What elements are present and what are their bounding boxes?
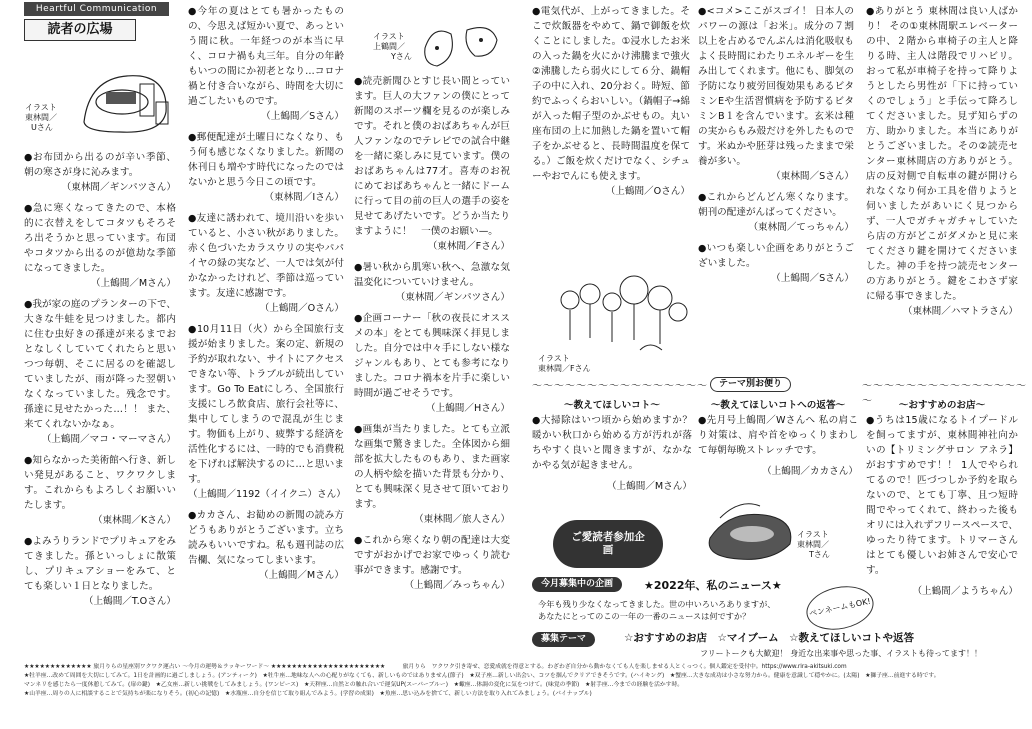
letter-signature: （東林間／Kさん） xyxy=(92,515,176,526)
column-2 xyxy=(188,4,344,589)
letter-text: ●友達に誘われて、境川沿いを歩いていると、小さい秋がありました。赤く色づいたカラスウリの実やパパイヤの緑の実など、一人では気が付かなかったけれど、季節は巡っています。友達に感謝です。 （上鶴間／Oさん） xyxy=(188,213,344,314)
letter-signature: （東林間／Iさん） xyxy=(264,192,344,203)
letter-signature: （東林間／ギンパツさん） xyxy=(395,292,510,303)
wave-divider-1: ～～～～～～～～～～～～～～～～ xyxy=(532,381,708,392)
letter-text: ●急に寒くなってきたので、本格的に衣替えをしてコタツもそろそろ出そうかと思っています。布団やコタツから出るのが億劫な季節になってきました。 （上鶴間／Mさん） xyxy=(24,203,176,289)
column-4 xyxy=(532,4,690,205)
q1-title: ～教えてほしいコト～ xyxy=(564,400,660,411)
footer-line-1: ★★★★★★★★★★★★★ 旅月りらの星座別ワクワク運占い ～今月の運勢＆ラッキーワード～ ★★★★★★★★★★★★★★★★★★★★★★ 旅月りら ワクワク引き寄せ、恋愛成就を得意とする。わざわざ自分から動かなくても人を楽しませる人とくっつく。個人鑑定を受付中。https://www.rira-akitsuki.com xyxy=(24,664,847,670)
penname-ok-bubble: ペンネームもOK! xyxy=(802,580,877,635)
letter-signature: （上鶴間／Hさん） xyxy=(426,403,510,414)
column-6 xyxy=(866,4,1018,325)
q1-section xyxy=(532,398,692,494)
column-5 xyxy=(698,4,854,292)
illus-caption-7: イラスト 東林間／ Tさん xyxy=(797,530,830,559)
free-talk-note: フリートークも大歓迎！ 身近な出来事や思った事、イラストも待ってます！！ xyxy=(700,649,982,658)
q3-section xyxy=(866,398,1018,599)
letter-text: ●画集が当たりました。とても立派な画集で驚きました。全体図から細部を拡大したものもあり、また画家の人柄や絵を描いた背景も分かり、とても興味深く見させて頂いております。 （東林間／旅人さん） xyxy=(354,424,510,525)
letter-text: ●読売新聞ひとすじ長い間とっています。巨人の大ファンの僕にとって新聞のスポーツ欄を見るのが楽しみです。それと僕のおばあちゃんが巨人ファンなのでテレビでの試合中継を一緒に楽しみに見ています。僕のおばあちゃんは77才。喜寿のお祝にめておばあちゃんと一緒にドームに行って目の前の巨人の選手の姿を見せてあげたいです。どうか当たりますように！ 一僕のお願い—。 （東林間／Fさん） xyxy=(354,76,510,252)
header-top-label: Heartful Communication xyxy=(24,2,169,16)
q2-body: ●先月号上鶴間／Wさんへ 私の肩こり対策は、肩や首をゆっくりまわして毎朝毎晩ストレッチです。 xyxy=(698,415,858,456)
plan-description: 今年も残り少なくなってきました。世の中いろいろありますが、 あなたにとってのこの一年の一番のニュースは何ですか？ xyxy=(538,599,776,621)
letter-signature: （上鶴間／Oさん） xyxy=(605,186,690,197)
letter-text: ●郵便配達が土曜日になくなり、もう何も感じなくなりました。新聞の休刊日も増やす時代になったのではないかと思う今日この頃です。 （東林間／Iさん） xyxy=(188,132,344,203)
footer-line-4: ★山羊座…周りの人に相談することで気持ちが楽になりそう。(初心の記憶) ★水瓶座…自分を信じて取り組んでみよう。(学習の成果) ★魚座…思い込みを捨てて、新しい方法を取り入れてみましょう。(パイナップル) xyxy=(24,691,592,697)
theme-list: ☆おすすめのお店 ☆マイブーム ☆教えてほしいコトや返答 xyxy=(624,632,915,644)
illus-caption-3: イラスト 上鶴間／ Yさん xyxy=(373,32,412,61)
horoscope-footer xyxy=(24,663,1014,699)
letter-signature: （東林間／ギンパツさん） xyxy=(61,182,176,193)
letter-signature: （東林間／Sさん） xyxy=(771,171,854,182)
sweet-potato-illustration xyxy=(700,488,800,568)
letter-signature: （上鶴間／Mさん） xyxy=(258,570,344,581)
letter-text: ●我が家の庭のプランターの下で、大きな牛蛙を見つけました。都内に住む虫好きの孫達が来るまでおとなしくしていてくれたらと思いつつ毎朝、そこに居るのを確認していましたが、雨が降った翌朝いなくなっていました。残念です。孫達に見せたかった…！！ また、来てくれないかなぁ。 （上鶴間／マコ・マーマさん） xyxy=(24,299,176,445)
q3-signature: （上鶴間／ようちゃん） xyxy=(912,586,1018,597)
letter-signature: （上鶴間／Oさん） xyxy=(259,303,344,314)
letter-text: ●企画コーナー「秋の夜長にオススメの本」をとても興味深く拝見しました。自分では中々手にしない様なジャンルもあり、とても参考になりました。コロナ禍本を片手に楽しい時間が過ごせそうです。 （上鶴間／Hさん） xyxy=(354,313,510,414)
theme-badge: テーマ別お便り xyxy=(710,377,791,392)
letter-text: ●今年の夏はとても暑かったものの、今思えば短かい夏で、あっという間に秋。一年経つのが本当に早く、コロナ禍も丸三年。自分の年齢もいつの間にか初老となり…コロナ禍と付き合いながら、時間を大切に過ごしたいものです。 （上鶴間／Sさん） xyxy=(188,6,344,122)
toast-illustration xyxy=(80,62,172,137)
letter-signature: （上鶴間／マコ・マーマさん） xyxy=(41,434,176,445)
q1-signature: （上鶴間／Mさん） xyxy=(606,481,692,492)
cups-illustration xyxy=(415,18,505,73)
letter-text: ●<コメ>ここがスゴイ！ 日本人のパワーの源は「お米」。成分の７割以上を占めるでんぷんは消化吸収もよく長時間にわたりエネルギーを生み出してくれます。他にも、脚気の予防になり疲労回復効果もあるビタミンEや生活習慣病を予防するビタミンB１を含んでいます。玄米は種の実からもみ殻だけを外したものです。米ぬかや胚芽は残ったままで栄養が多い。 （東林間／Sさん） xyxy=(698,6,854,182)
letter-signature: （上鶴間／Sさん） xyxy=(771,273,854,284)
column-3 xyxy=(354,74,510,599)
letter-signature: （東林間／てっちゃん） xyxy=(748,222,854,233)
letter-signature: （東林間／ハマトラさん） xyxy=(902,306,1018,317)
letter-text: ●これからどんどん寒くなります。朝刊の配達がんばってください。 （東林間／てっちゃん） xyxy=(698,192,854,233)
q2-section xyxy=(698,398,858,479)
plan-title: ★2022年、私のニュース★ xyxy=(644,579,782,592)
letter-signature: （東林間／Fさん） xyxy=(427,241,510,252)
q1-body: ●大掃除はいつ頃から始めますか？ 暖かい秋口から始める方が汚れが落ちやすく良いと聞きますが、なかなかやる気が起きません。 xyxy=(532,415,692,471)
q3-body: ●うちは15歳になるトイプードルを飼ってますが、東林間神社向かいの【トリミングサロン アネラ】がおすすめです！！ 1人でやられてるので！匹づつしか予約を取らないので、とても丁寧、且つ短時間でやってくれて、終わった後もオリには入れずフリースペースで、ゆったり待てます。トリマーさんはとても優しいお姉さんで安心です。 xyxy=(866,415,1018,576)
letter-signature: （上鶴間／1192（イイクニ）さん） xyxy=(188,489,346,500)
letter-text: ●いつも楽しい企画をありがとうございました。 （上鶴間／Sさん） xyxy=(698,243,854,284)
footer-line-2: ★牡羊座…改めて周囲を大切にしてみて。1日を計画的に過ごしましょう。(アンティーク) ★牡牛座…地味な人への心配りがなくても、新しいものではありません(節子) ★双子座…新しい出会い、コツを掴んでクリアできそうです。(ハイキング) ★蟹座…大きな成功は小さな努力から。健康を意識して穏やかに。(太陽) ★獅子座…前進する時です。 xyxy=(24,673,940,679)
q2-title: ～教えてほしいコトへの返答～ xyxy=(710,400,846,411)
letter-text: ●お布団から出るのが辛い季節、朝の寒さが身に沁みます。 （東林間／ギンパツさん） xyxy=(24,152,176,193)
letter-text: ●電気代が、上がってきました。そこで炊飯器をやめて、鍋で御飯を炊くことにしました。①浸水したお米の入った鍋を火にかけ沸騰まで強火 ②沸騰したら弱火にして６分、鍋帽子の中に入れ、20分おく。時短、節約でふっくらおいしい。（鍋帽子→綿が入った帽子型のかぶせもの。丸い座布団の上に加熱した鍋を置いて帽子をかぶせると、長時間温度を保てる。）ご飯を炊くだけでなく、シチューやおでんにも使えます。 （上鶴間／Oさん） xyxy=(532,6,690,197)
footer-line-3: マンネリを感じたら一度休憩してみて。(扉の鍵) ★乙女座…新しい挑戦をしてみましょう。(ワンピース) ★天秤座…自然との触れ合いで運気UP(スーパーブルー) ★蠍座…体調の変化に気をつけて。(味覚の季節) ★射手座…今までの経験を活かす時。 xyxy=(24,682,684,688)
q3-title: ～おすすめのお店～ xyxy=(898,400,986,411)
letter-text: ●ありがとう 東林間は良い人ばかり！ その①東林間駅エレベーターの中、２階から車椅子の主人と降りる時、主人は階段でリハビリ。おって私が車椅子を持って降りようとしたら男性が「下に持っていくのでしょう」と手伝って降ろしてくださいました。見ず知らずの方、助かりました。本当にありがとうございました。その②読売センター東林間店の方ありがとう。店の反対側で自転車の鍵が開けられなくなり何か工具を借りようと伺いましたがあいにく見つからず、一人でガチャガチャしていたら店の方がどこがダメかと見に来てくださり鍵を開けてくださいました。神の手を持つ読売センターの方ありがとう。鍵をこわさず家に帰る事できました。 （東林間／ハマトラさん） xyxy=(866,6,1018,317)
letter-text: ●暑い秋から肌寒い秋へ、急激な気温変化についていけません。 （東林間／ギンパツさん） xyxy=(354,262,510,303)
letter-text: ●よみうりランドでプリキュアをみてきました。孫といっしょに散策し、プリキュアショーをみて、とても楽しい１日となりました。 （上鶴間／T.Oさん） xyxy=(24,536,176,607)
section-header xyxy=(24,2,169,58)
letter-signature: （上鶴間／T.Oさん） xyxy=(83,596,176,607)
letter-signature: （上鶴間／Mさん） xyxy=(90,278,176,289)
page-title: 読者の広場 xyxy=(24,19,136,41)
letter-text: ●これから寒くなり朝の配達は大変ですがおかげでお家でゆっくり読む事ができます。感謝です。 （上鶴間／みっちゃん） xyxy=(354,535,510,591)
wave-divider-2: ～～～～～～～～～～～～～～～～ xyxy=(862,381,1027,407)
letter-signature: （上鶴間／Sさん） xyxy=(261,111,344,122)
letter-text: ●カカさん、お勧めの新聞の読み方どうもありがとうございます。立ち読みもいいですね。私も週刊誌の広告欄、気になってしまいます。 （上鶴間／Mさん） xyxy=(188,510,344,581)
column-1 xyxy=(24,150,176,615)
reader-participation-badge: ご愛読者参加企画 xyxy=(553,520,663,568)
q2-signature: （上鶴間／カカさん） xyxy=(762,466,858,477)
letter-signature: （上鶴間／みっちゃん） xyxy=(404,580,510,591)
illus-caption-1: イラスト 東林間／ Uさん xyxy=(25,103,57,132)
letter-signature: （東林間／旅人さん） xyxy=(414,514,510,525)
illus-caption-6: イラスト 東林間／Fさん xyxy=(538,354,591,373)
theme-label: 募集テーマ xyxy=(532,632,595,647)
plan-label: 今月募集中の企画 xyxy=(532,577,622,592)
letter-text: ●10月11日（火）から全国旅行支援が始まりました。案の定、新規の予約が取れない、サイトにアクセスできない等、トラブルが続出しています。Go To Eatにしろ、全国旅行支援にしろ飲食店、旅行会社等に、集中してしまうので混乱が生じます。物価も上がり、疲弊する経済を活性化するには、一時的でも消費税を下げれば解決するのに…と思います。 （上鶴間／1192（イイクニ）さん） xyxy=(188,324,346,500)
letter-text: ●知らなかった美術館へ行き、新しい発見があること、ワクワクします。これからもよろしくお願いいたします。 （東林間／Kさん） xyxy=(24,455,176,526)
